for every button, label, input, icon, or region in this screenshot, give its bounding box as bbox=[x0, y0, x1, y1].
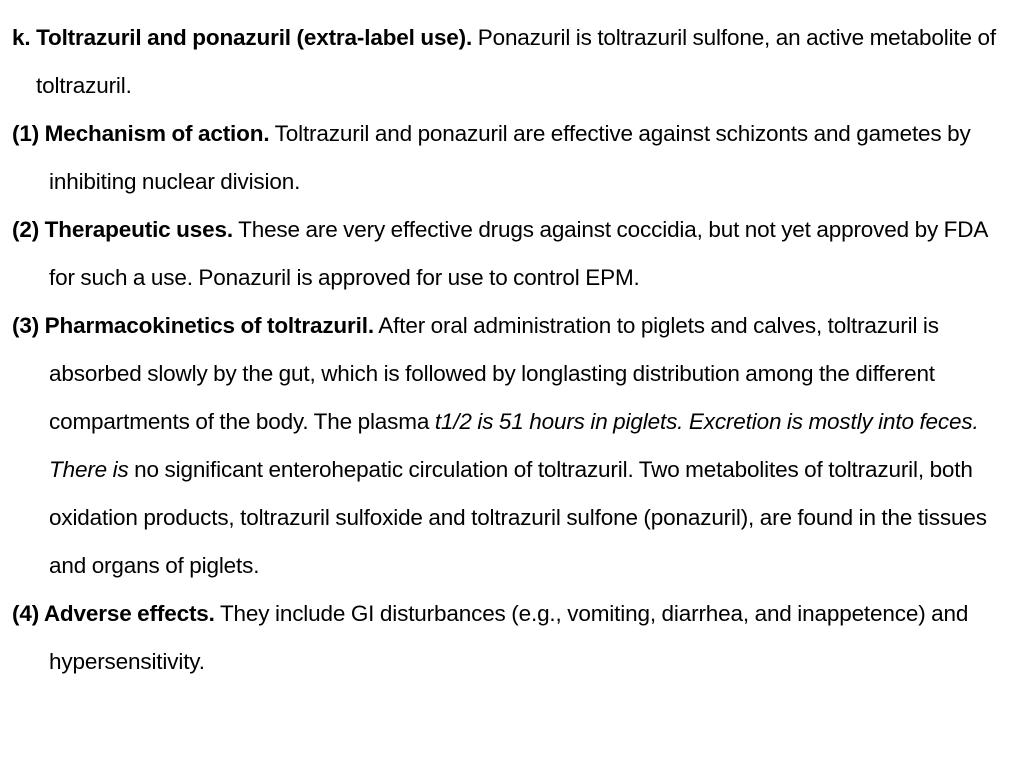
section-heading-text: Ponazuril is toltrazuril sulfone, an active metabolite of toltrazuril. bbox=[36, 25, 996, 98]
item-therapeutic-uses bbox=[12, 206, 1008, 302]
item-text: Toltrazuril and ponazuril are effective against schizonts and gametes by inhibiting nuclear division. bbox=[49, 121, 971, 194]
item-mechanism-of-action bbox=[12, 110, 1008, 206]
item-text: These are very effective drugs against coccidia, but not yet approved by FDA for such a use. Ponazuril is approved for use to control EPM. bbox=[49, 217, 987, 290]
item-pharmacokinetics bbox=[12, 302, 1008, 590]
item-title: (4) Adverse effects. bbox=[12, 601, 215, 626]
item-title: (3) Pharmacokinetics of toltrazuril. bbox=[12, 313, 374, 338]
section-heading-paragraph bbox=[12, 14, 1008, 110]
item-text-before: After oral administration to piglets and calves, toltrazuril is absorbed slowly by the gut, which is followed by longlasting distribution among the different compartments of the body. The plasma bbox=[49, 313, 939, 434]
item-text: They include GI disturbances (e.g., vomiting, diarrhea, and inappetence) and hypersensitivity. bbox=[49, 601, 969, 674]
item-title: (2) Therapeutic uses. bbox=[12, 217, 233, 242]
item-title: (1) Mechanism of action. bbox=[12, 121, 270, 146]
item-text-italic: t1/2 is 51 hours in piglets. Excretion is mostly into feces. There is bbox=[49, 409, 979, 482]
item-text-after: no significant enterohepatic circulation of toltrazuril. Two metabolites of toltrazuril, both oxidation products, toltrazuril sulfoxide and toltrazuril sulfone (ponazuril), are found in the tissues and organs of piglets. bbox=[49, 457, 987, 578]
section-heading-title: k. Toltrazuril and ponazuril (extra-label use). bbox=[12, 25, 473, 50]
item-adverse-effects bbox=[12, 590, 1008, 686]
